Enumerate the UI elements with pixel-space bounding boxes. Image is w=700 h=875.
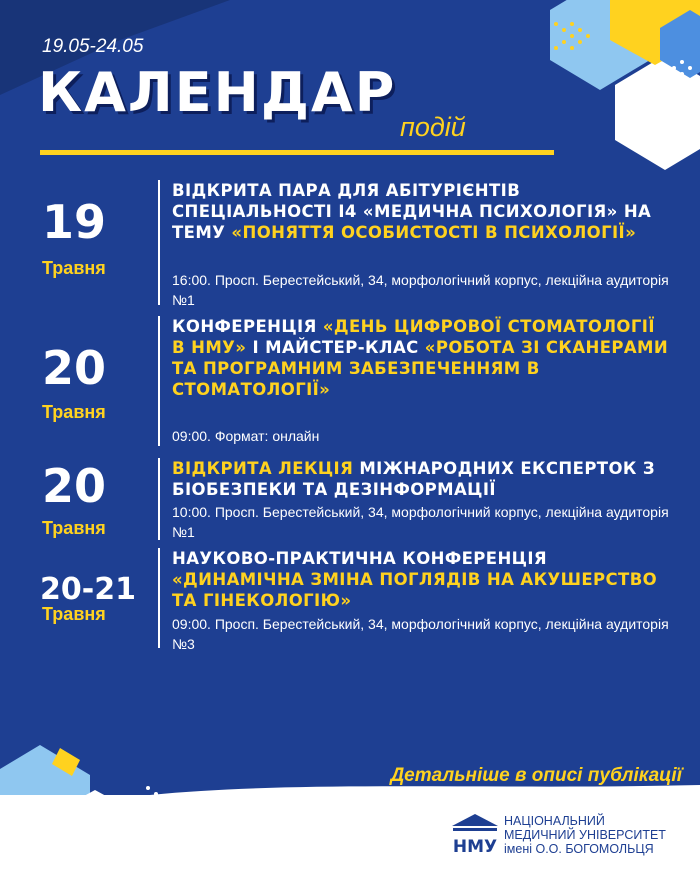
divider	[158, 548, 160, 648]
university-logo	[450, 812, 500, 858]
event-title	[172, 180, 672, 243]
event-title-text: КОНФЕРЕНЦІЯ	[172, 317, 323, 336]
event-detail: 09:00. Просп. Берестейський, 34, морфологічний корпус, лекційна аудиторія №3	[172, 616, 669, 652]
event-detail: 16:00. Просп. Берестейський, 34, морфологічний корпус, лекційна аудиторія №1	[172, 272, 669, 308]
university-name-line: МЕДИЧНИЙ УНІВЕРСИТЕТ	[504, 828, 666, 842]
more-details-link[interactable]: Детальніше в описі публікації	[390, 765, 682, 786]
event-day: 20	[42, 459, 107, 513]
event-title-highlight: «РОБОТА ЗІ СКАНЕРАМИ ТА ПРОГРАМНИМ ЗАБЕЗПЕЧЕННЯМ В СТОМАТОЛОГІЇ»	[172, 338, 669, 399]
divider	[158, 316, 160, 446]
university-name-line: НАЦІОНАЛЬНИЙ	[504, 814, 605, 828]
event-day: 20-21	[40, 572, 136, 607]
event-title-highlight: «ПОНЯТТЯ ОСОБИСТОСТІ В ПСИХОЛОГІЇ»	[231, 223, 637, 242]
event-title-highlight: ВІДКРИТА ЛЕКЦІЯ	[172, 459, 354, 478]
event-title-text: МІЖНАРОДНИХ ЕКСПЕРТОК З БІОБЕЗПЕКИ ТА ДЕЗІНФОРМАЦІЇ	[172, 459, 656, 499]
event-month: Травня	[42, 604, 106, 624]
event-month: Травня	[42, 402, 106, 422]
event-detail: 09:00. Формат: онлайн	[172, 428, 320, 444]
event-title	[172, 548, 672, 611]
event-month: Травня	[42, 518, 106, 538]
event-day: 20	[42, 341, 107, 395]
university-name	[504, 814, 666, 856]
event-detail: 10:00. Просп. Берестейський, 34, морфологічний корпус, лекційна аудиторія №1	[172, 504, 669, 540]
page-title: КАЛЕНДАР	[38, 61, 397, 124]
title-underline	[40, 150, 554, 155]
event-title	[172, 316, 672, 400]
university-name-line: імені О.О. БОГОМОЛЬЦЯ	[504, 842, 654, 856]
date-range: 19.05-24.05	[42, 36, 144, 57]
event-month: Травня	[42, 258, 106, 278]
event-day: 19	[42, 195, 107, 249]
divider	[158, 458, 160, 540]
event-title-highlight: «ДЕНЬ ЦИФРОВОЇ СТОМАТОЛОГІЇ В НМУ»	[172, 317, 655, 357]
event-title	[172, 458, 672, 500]
event-title-text: І МАЙСТЕР-КЛАС	[246, 338, 425, 357]
event-title-text: НАУКОВО-ПРАКТИЧНА КОНФЕРЕНЦІЯ	[172, 549, 548, 568]
logo-text: НМУ	[452, 837, 498, 857]
event-title-highlight: «ДИНАМІЧНА ЗМІНА ПОГЛЯДІВ НА АКУШЕРСТВО ТА ГІНЕКОЛОГІЮ»	[172, 570, 658, 610]
event-title-text: ВІДКРИТА ПАРА ДЛЯ АБІТУРІЄНТІВ СПЕЦІАЛЬНОСТІ І4 «МЕДИЧНА ПСИХОЛОГІЯ» НА ТЕМУ	[172, 181, 652, 242]
page-subtitle: подій	[400, 112, 466, 142]
divider	[158, 180, 160, 305]
